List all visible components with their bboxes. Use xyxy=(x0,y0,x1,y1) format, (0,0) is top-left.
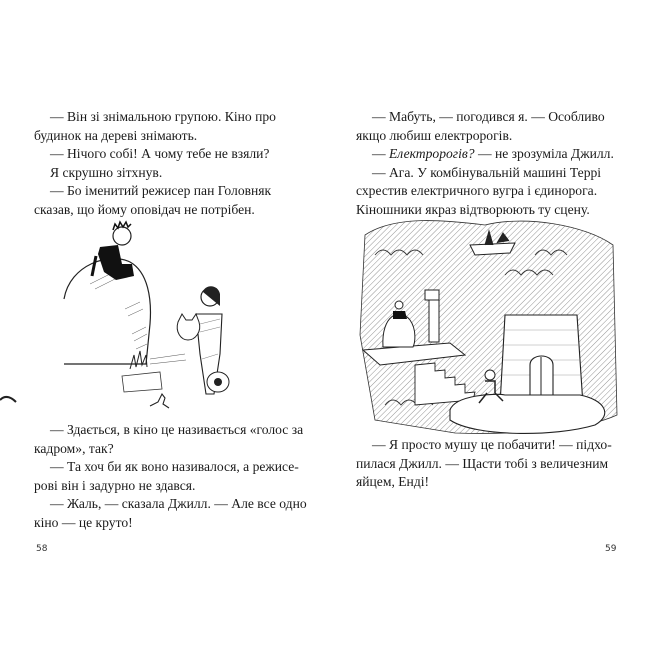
text-line: рові він і задурно не здався. xyxy=(34,477,196,493)
text-line: будинок на дереві знімають. xyxy=(34,127,198,143)
text-line: якщо любиш електророгів. xyxy=(356,127,513,143)
page-number-left: 58 xyxy=(36,544,48,554)
left-top-text xyxy=(34,108,276,220)
right-top-text xyxy=(356,108,614,220)
text-line: пилася Джилл. — Щасти тобі з величезним xyxy=(356,455,609,471)
text-line: — Здається, в кіно це називається «голос за xyxy=(50,422,304,437)
text-line: — Ага. У комбінувальній машині Террі xyxy=(372,164,602,180)
left-bottom-text xyxy=(34,421,307,533)
text-line: Я скрушно зітхнув. xyxy=(50,164,163,180)
page-number-right: 59 xyxy=(605,544,617,554)
text-suffix: — не зрозуміла Джилл. xyxy=(474,146,614,162)
text-line xyxy=(356,145,614,164)
text-line: — Та хоч би як воно називалося, а режисе- xyxy=(50,459,299,475)
text-line: схрестив електричного вугра і єдинорога. xyxy=(356,183,598,199)
text-line: — Жаль, — сказала Джилл. — Але все одно xyxy=(50,496,307,512)
text-line: — Я просто мушу це побачити! — підхо- xyxy=(372,437,612,452)
illustration-treehouse-scene xyxy=(355,215,620,437)
right-page xyxy=(325,0,650,650)
text-line: сказав, що йому оповідач не потрібен. xyxy=(34,201,255,217)
italic-word: Електророгів? xyxy=(389,146,475,162)
text-line: кіно — це круто! xyxy=(34,514,133,530)
text-line: кадром», так? xyxy=(34,440,114,456)
text-line: — Він зі знімальною групою. Кіно про xyxy=(50,109,276,124)
dash: — xyxy=(372,146,389,162)
text-line: — Нічого собі! А чому тебе не взяли? xyxy=(50,146,270,162)
right-bottom-text xyxy=(356,436,612,492)
text-line: — Бо іменитий режисер пан Головняк xyxy=(50,183,272,199)
illustration-egg-scene xyxy=(0,214,260,414)
text-line: Кіношники якраз відтворюють ту сцену. xyxy=(356,201,590,217)
text-line: яйцем, Енді! xyxy=(356,474,430,490)
text-line: — Мабуть, — погодився я. — Особливо xyxy=(372,109,605,124)
